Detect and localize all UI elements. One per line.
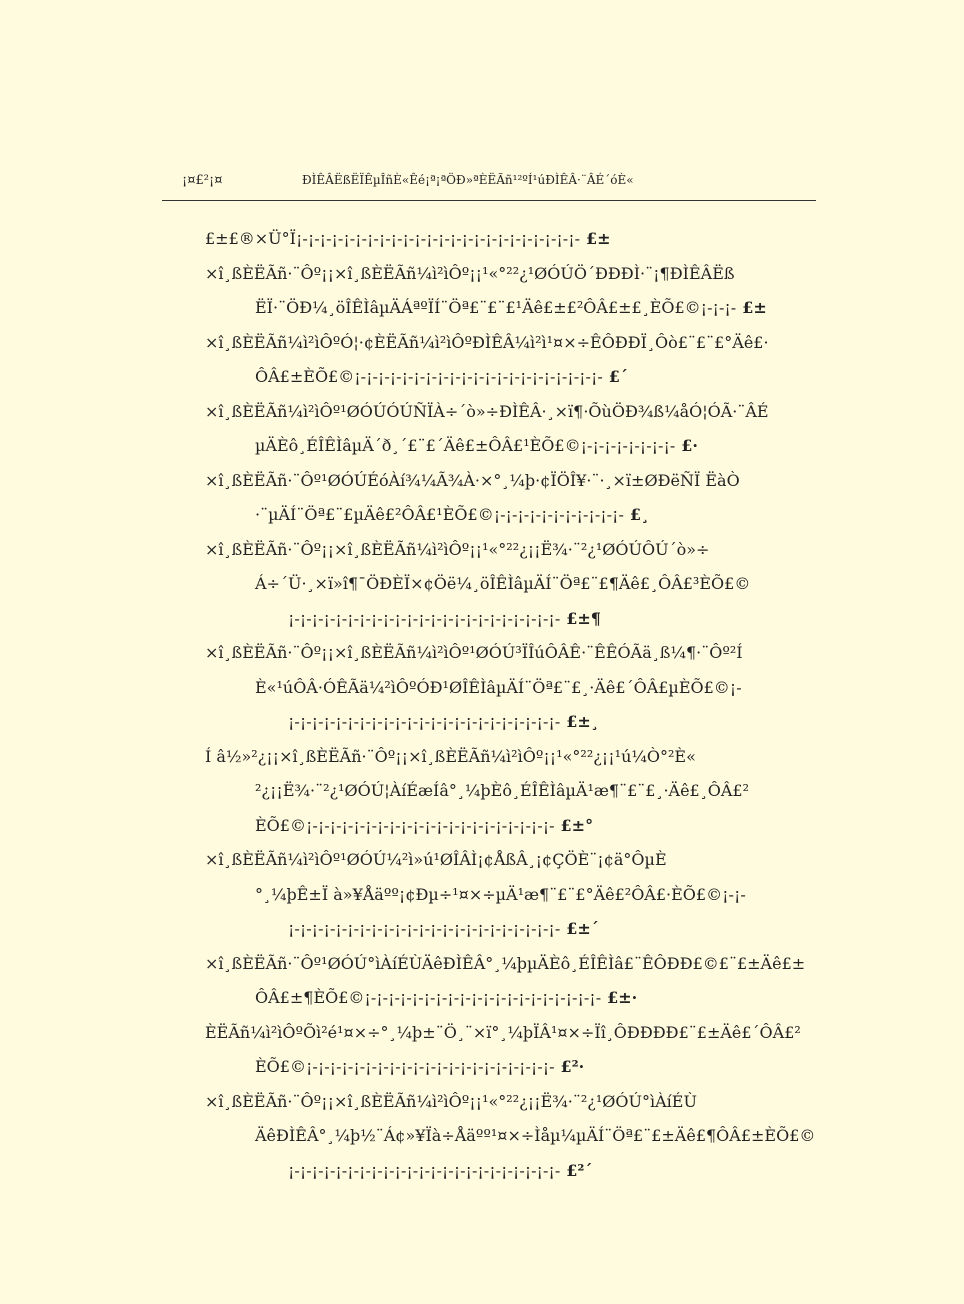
toc-entry-text: ÔÂ£±ÈÕ£©¡-¡-¡-¡-¡-¡-¡-¡-¡-¡-¡-¡-¡-¡-¡-¡-¡-¡-¡-¡-¡- [255,367,603,386]
toc-page-number: £±° [560,815,594,835]
running-header [162,170,816,201]
toc-entry-text: ÈËÃñ¼ì²ìÔºÕì²é¹¤×÷°¸¼þ±¨Ö¸¨×ï°¸¼þÏÂ¹¤×÷Ïî¸ÔÐÐÐÐ£¨£±Äê£´ÔÂ£² [205,1022,801,1042]
toc-entry [205,740,835,775]
toc-entry-text: ¡-¡-¡-¡-¡-¡-¡-¡-¡-¡-¡-¡-¡-¡-¡-¡-¡-¡-¡-¡-¡-¡-¡- [288,919,561,938]
toc-entry-text: ×î¸ßÈËÃñ·¨Ôº¡¡×î¸ßÈËÃñ¼ì²ìÔº¡¡¹«°²²¿¡¡Ë¾·¨²¿¹ØÓÚ°ìÀíÉÙ [205,1091,697,1111]
page-number: ¡¤£²¡¤ [182,173,223,188]
toc-entry-text: ¡-¡-¡-¡-¡-¡-¡-¡-¡-¡-¡-¡-¡-¡-¡-¡-¡-¡-¡-¡-¡-¡-¡- [288,1160,561,1180]
toc-entry-text: ×î¸ßÈËÃñ·¨Ôº¹ØÓÚ°ìÀíÉÙÄêÐÌÊÂ°¸¼þµÄÈô¸ÉÎÊÌâ£¨ÊÔÐÐ£©£¨£±Äê£± [205,953,806,973]
toc-page-number: £± [586,229,611,248]
toc-entry [205,878,835,913]
toc-entry [205,429,835,464]
toc-entry-text: ×î¸ßÈËÃñ¼ì²ìÔº¹ØÓÚ¼²ì»ú¹ØÎÂÌ¡¢ÅßÂ¸¡¢ÇÖÈ¨¡¢ä°ÔµÈ [205,850,667,869]
toc-entry [205,705,835,740]
toc-entry-text: ÈÕ£©¡-¡-¡-¡-¡-¡-¡-¡-¡-¡-¡-¡-¡-¡-¡-¡-¡-¡-¡-¡-¡- [255,1057,555,1076]
toc-entry [205,1119,835,1154]
toc-entry [205,1085,835,1120]
toc-entry-text: ×î¸ßÈËÃñ¼ì²ìÔºÓ¦·¢ÈËÃñ¼ì²ìÔºÐÌÊÂ¼ì²ì¹¤×÷ÊÔÐÐÏ¸Ôò£¨£¨£°Äê£· [205,332,769,352]
toc-entry [205,1050,835,1085]
toc-entry-text: ÈÕ£©¡-¡-¡-¡-¡-¡-¡-¡-¡-¡-¡-¡-¡-¡-¡-¡-¡-¡-¡-¡-¡- [255,815,555,835]
toc-entry [205,947,835,982]
toc-entry [205,326,835,361]
toc-entry-text: ×î¸ßÈËÃñ·¨Ôº¡¡×î¸ßÈËÃñ¼ì²ìÔº¹ØÓÚ³ÏÎúÔÂÊ·¨ÊÊÓÃä¸ß¼¶·¨Ôº²Í [205,643,743,662]
toc-entry [205,257,835,292]
toc-entry-text: ËÏ·¨ÖÐ¼¸öÎÊÌâµÄÁªºÏÍ¨Öª£¨£¨£¹Äê£±£²ÔÂ£±£¸ÈÕ£©¡-¡-¡- [255,298,737,317]
toc-entry [205,498,835,533]
toc-entry [205,1016,835,1051]
toc-entry [205,464,835,499]
toc-page-number: £²· [560,1057,585,1076]
toc-entry-text: ×î¸ßÈËÃñ·¨Ôº¡¡×î¸ßÈËÃñ¼ì²ìÔº¡¡¹«°²²¿¹ØÓÚÖ´ÐÐÐÌ·¨¡¶ÐÌÊÂËß [205,263,735,283]
toc-entry [205,981,835,1016]
toc-entry [205,671,835,706]
toc-page-number: £±· [607,988,638,1007]
toc-entry-text: Í â½»²¿¡¡×î¸ßÈËÃñ·¨Ôº¡¡×î¸ßÈËÃñ¼ì²ìÔº¡¡¹«°²²¿¡¡¹ú¼Ò°²È« [205,746,696,766]
toc-entry-text: µÄÈô¸ÉÎÊÌâµÄ´ð¸´£¨£´Äê£±ÔÂ£¹ÈÕ£©¡-¡-¡-¡-¡-¡-¡-¡- [255,436,676,455]
toc-entry-text: È«¹úÔÂ·ÓÊÃä¼²ìÔºÓÐ¹ØÎÊÌâµÄÍ¨Öª£¨£¸·Äê£´ÔÂ£µÈÕ£©¡- [255,677,742,697]
toc-page-number: £± [742,298,767,317]
toc-entry [205,636,835,671]
toc-entry-text: ÔÂ£±¶ÈÕ£©¡-¡-¡-¡-¡-¡-¡-¡-¡-¡-¡-¡-¡-¡-¡-¡-¡-¡-¡-¡- [255,988,602,1007]
toc-entry [205,360,835,395]
toc-entry [205,395,835,430]
toc-entry-text: ¡-¡-¡-¡-¡-¡-¡-¡-¡-¡-¡-¡-¡-¡-¡-¡-¡-¡-¡-¡-¡-¡-¡- [288,608,561,628]
toc-entry-text: ×î¸ßÈËÃñ¼ì²ìÔº¹ØÓÚÓÚÑÏÀ÷´ò»÷ÐÌÊÂ·¸×ï¶·ÕùÖÐ¾ß¼åÓ¦ÓÃ·¨ÂÉ [205,401,769,421]
toc-page-number: £²´ [566,1160,593,1180]
toc-entry-text: ¡-¡-¡-¡-¡-¡-¡-¡-¡-¡-¡-¡-¡-¡-¡-¡-¡-¡-¡-¡-¡-¡-¡- [288,712,561,731]
toc-entry-text: ·¨µÄÍ¨Öª£¨£µÄê£²ÔÂ£¹ÈÕ£©¡-¡-¡-¡-¡-¡-¡-¡-¡-¡-¡- [255,505,624,524]
toc-page-number: £¸ [629,505,650,524]
toc-entry [205,1154,835,1189]
toc-page-number: £±¶ [566,608,601,628]
toc-entry [205,843,835,878]
toc-entry [205,774,835,809]
running-title: ÐÌÊÂËßËÏÊµÎñÈ«Êé¡ª¡ªÖÐ»ªÈËÃñ¹²ºÍ¹úÐÌÊÂ·¨ÂÉ´óÈ« [302,173,634,187]
toc-entry [205,602,835,637]
toc-page-number: £· [681,436,698,455]
toc-entry [205,809,835,844]
toc-entry-text: ²¿¡¡Ë¾·¨²¿¹ØÓÚ¦ÀíÉæÍâ°¸¼þÈô¸ÉÎÊÌâµÄ¹æ¶¨£¨£¸·Äê£¸ÔÂ£² [255,781,749,800]
toc-entry-text: ÄêÐÌÊÂ°¸¼þ½¨Á¢»¥Ïà÷Åäºº¹¤×÷Ìåµ¼µÄÍ¨Öª£¨£±Äê£¶ÔÂ£±ÈÕ£© [255,1126,816,1145]
toc-entry-text: £±£®×Ü°Ï¡-¡-¡-¡-¡-¡-¡-¡-¡-¡-¡-¡-¡-¡-¡-¡-¡-¡-¡-¡-¡-¡-¡-¡- [205,229,581,248]
toc-page-number: £±¸ [566,712,599,731]
toc-entry-text: ×î¸ßÈËÃñ·¨Ôº¹ØÓÚÉóÀí¾¼Ã¾À·×°¸¼þ·¢ÏÖÎ¥·¨·¸×ï±ØÐëÑÏ ËàÒ [205,470,740,490]
toc-entry-text: °¸¼þÊ±Ï à»¥Åäºº¡¢Ðµ÷¹¤×÷µÄ¹æ¶¨£¨£°Äê£²ÔÂ£·ÈÕ£©¡-¡- [255,884,746,904]
toc-entry [205,567,835,602]
toc-entry-text: ×î¸ßÈËÃñ·¨Ôº¡¡×î¸ßÈËÃñ¼ì²ìÔº¡¡¹«°²²¿¡¡Ë¾·¨²¿¹ØÓÚÔÚ´ò»÷ [205,539,710,559]
toc-entry [205,533,835,568]
table-of-contents [205,222,835,1188]
toc-entry-text: Á÷´Ü·¸×ï»î¶¯ÖÐÈÏ×¢Öë¼¸öÎÊÌâµÄÍ¨Öª£¨£¶Äê£¸ÔÂ£³ÈÕ£© [255,574,751,593]
toc-entry [205,291,835,326]
toc-page-number: £±´ [566,919,599,938]
toc-page-number: £´ [608,367,628,386]
toc-entry [205,912,835,947]
toc-entry [205,222,835,257]
